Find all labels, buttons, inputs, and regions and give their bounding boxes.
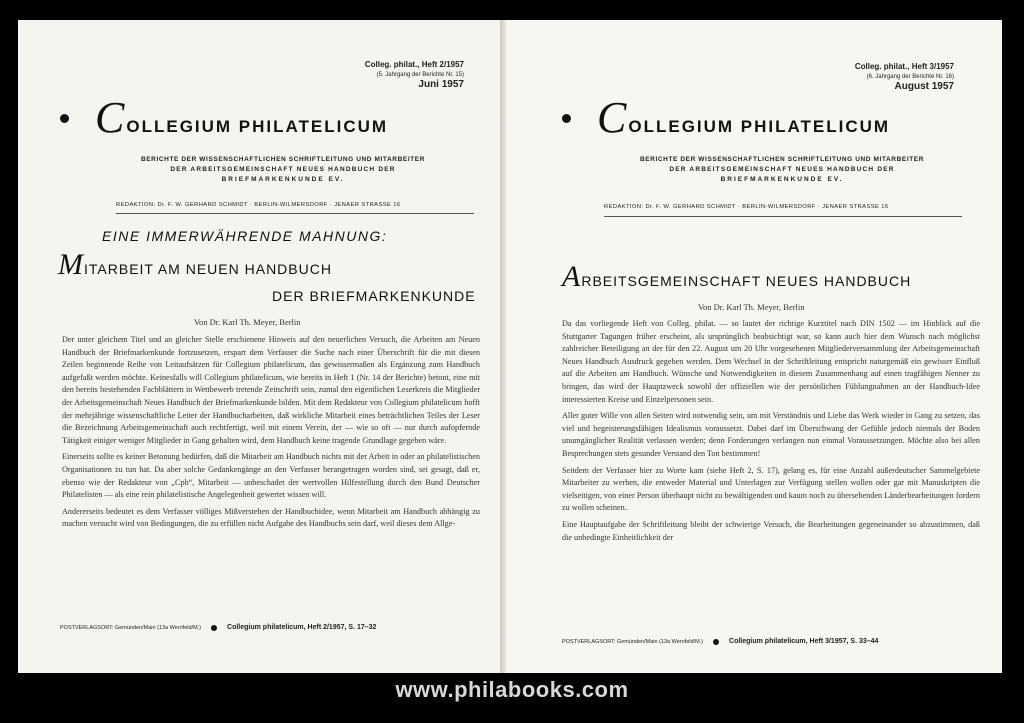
subtitle-line: DER ARBEITSGEMEINSCHAFT NEUES HANDBUCH DER: [170, 166, 396, 173]
page-footer: [562, 638, 878, 645]
issue-header: [855, 62, 954, 92]
article-headline: [58, 248, 332, 282]
article-body: [62, 334, 480, 535]
footer-citation: Collegium philatelicum, Heft 2/1957, S. 17–32: [227, 624, 377, 631]
journal-logo: [60, 93, 389, 142]
subtitle-line: DER ARBEITSGEMEINSCHAFT NEUES HANDBUCH DER: [669, 166, 895, 173]
date-label: August 1957: [894, 81, 954, 92]
issue-header: [365, 60, 464, 90]
subtitle-line: BRIEFMARKENKUNDE EV.: [221, 176, 345, 183]
redaktion-line: REDAKTION: Dr. F. W. GERHARD SCHMIDT · BERLIN-WILMERSDORF · JENAER STRASSE 16: [116, 202, 401, 208]
bullet-icon: [211, 625, 217, 631]
footer-place: POSTVERLAGSORT: Gemünden/Main (13a Wernfeld/M.): [60, 624, 202, 631]
paragraph: Seitdem der Verfasser hier zu Worte kam (siehe Heft 2, S. 17), gelang es, für eine Anzahl außerdeutscher Sammelgebiete Mitarbeiter zu werben, die entweder Material und Unterlagen zur Verfügung stellen wollen oder gar mit Manuskripten die vielseitigen, von einer Person überhaupt nicht zu bewältigenden und kaum noch zu übersehenden Länderbearbeitungen fordern zu wollen scheinen.: [562, 465, 980, 513]
headline-text: RBEITSGEMEINSCHAFT NEUES HANDBUCH: [581, 273, 912, 289]
footer-place: POSTVERLAGSORT: Gemünden/Main (13a Wernfeld/M.): [562, 638, 704, 645]
paragraph: Der unter gleichem Titel und an gleicher Stelle erschienene Hinweis auf den neuerlichen Versuch, die Arbeiten am Neuen Handbuch der Briefmarkenkunde fortzusetzen, erspart dem Verfasser die Suche nach einer Überschrift für die mit diesen Zeilen beginnende Reihe von Leitaufsätzen für Collegium philatelicum, das gewissermaßen als Ergänzung zum Handbuch aufgefaßt werden möchte. Keinesfalls will Collegium philatelicum, wie bereits in Heft 1 (Nr. 14 der Berichte) betont, eine mit den bereits bestehenden Fachblättern in Wettbewerb tretende Zeitschrift sein, zumal den eigentlichen Leserkreis die Mitglieder der Arbeitsgemeinschaft Neues Handbuch der Briefmarkenkunde bilden. Mit dem Redakteur von Collegium philatelicum hofft der mehrjährige wissenschaftliche Leiter der Handbucharbeiten, daß wirkliche Mitarbeit eines beträchtlichen Teiles der Leser die Bezeichnung Arbeitsgemeinschaft auch rechtfertigt, weil mit einem Verein, der — wie so oft — nur durch aufopfernde Tätigkeit einiger weniger Mitglieder in Gang gehalten wird, dem Handbuch keine tragende Grundlage gegeben wäre.: [62, 335, 480, 445]
bullet-icon: [60, 114, 69, 123]
date-label: Juni 1957: [418, 79, 464, 90]
logo-title: OLLEGIUM PHILATELICUM: [628, 117, 891, 136]
paragraph: Eine Hauptaufgabe der Schriftleitung bleibt der schwierige Versuch, die Bearbeitungen gegeneinander so abzustimmen, daß die unbedingte Einheitlichkeit der: [562, 519, 980, 542]
headline-text: ITARBEIT AM NEUEN HANDBUCH: [84, 261, 332, 277]
article-headline-line2: DER BRIEFMARKENKUNDE: [272, 288, 476, 304]
right-page: [506, 20, 1002, 673]
logo-title: OLLEGIUM PHILATELICUM: [126, 117, 389, 136]
headline-initial: A: [562, 260, 582, 293]
journal-subtitle: [78, 155, 488, 185]
bullet-icon: [713, 639, 719, 645]
page-footer: [60, 624, 376, 631]
paragraph: Andererseits bedeutet es dem Verfasser völliges Mißverstehen der Handbuchidee, wenn Mitarbeit am Handbuch abhängig zu machen versucht wird von Bedingungen, die zu erfüllen nicht Aufgabe des Handbuchs sein darf, weil dieses dem Allge-: [62, 506, 480, 529]
footer-citation: Collegium philatelicum, Heft 3/1957, S. 33–44: [729, 638, 879, 645]
site-watermark: www.philabooks.com: [395, 677, 629, 702]
divider: [604, 216, 962, 217]
subtitle-line: BERICHTE DER WISSENSCHAFTLICHEN SCHRIFTLEITUNG UND MITARBEITER: [140, 156, 426, 163]
subtitle-line: BERICHTE DER WISSENSCHAFTLICHEN SCHRIFTLEITUNG UND MITARBEITER: [639, 156, 925, 163]
headline-initial: M: [58, 248, 84, 281]
bullet-icon: [562, 114, 571, 123]
article-kicker: EINE IMMERWÄHRENDE MAHNUNG:: [102, 228, 388, 244]
paragraph: Einerseits sollte es keiner Betonung bedürfen, daß die Mitarbeit am Handbuch nichts mit der Arbeit in oder an philatelistischen Organisationen zu tun hat. Da aber solche Gedankengänge an den Verfasser herangetragen worden sind, sei gesagt, daß er, ebenso wie der Redakteur von „Cph“, Mitarbeit — unbeschadet der wertvollen Hilfestellung durch den Bund Deutscher Philatelisten — als eine rein philatelistische Angelegenheit gewertet wissen will.: [62, 452, 480, 500]
redaktion-line: REDAKTION: Dr. F. W. GERHARD SCHMIDT · BERLIN-WILMERSDORF · JENAER STRASSE 16: [604, 204, 889, 210]
journal-subtitle: [576, 155, 988, 185]
issue-label: Colleg. philat., Heft 3/1957: [854, 62, 954, 71]
volume-label: (6. Jahrgang der Berichte Nr. 16): [866, 74, 954, 80]
subtitle-line: BRIEFMARKENKUNDE EV.: [720, 176, 844, 183]
logo-initial: C: [597, 93, 627, 142]
volume-label: (5. Jahrgang der Berichte Nr. 15): [376, 72, 464, 78]
logo-initial: C: [95, 93, 125, 142]
divider: [116, 213, 474, 214]
byline: Von Dr. Karl Th. Meyer, Berlin: [698, 302, 805, 312]
article-body: [562, 318, 980, 548]
byline: Von Dr. Karl Th. Meyer, Berlin: [194, 317, 301, 327]
left-page: [18, 20, 502, 673]
article-headline: [562, 260, 911, 294]
paragraph: Aller guter Wille von allen Seiten wird notwendig sein, um mit Verständnis und Liebe das Werk wieder in Gang zu setzen, das viel und begeisterungsfähigen Idealismus voraussetzt. Dabei darf im Überschwang der Gefühle jedoch niemals der Boden unumgänglicher Realität verlassen werden; denn Forderungen verlangen nun einmal Voraussetzungen. Möchte also bei allen Besprechungen stets gesunder Verstand den Ton bestimmen!: [562, 411, 980, 458]
issue-label: Colleg. philat., Heft 2/1957: [364, 60, 464, 69]
journal-logo: [562, 93, 891, 142]
paragraph: Da das vorliegende Heft von Colleg. philat. — so lautet der richtige Kurztitel nach DIN 1502 — im Hinblick auf die Stuttgarter Tagungen früher erscheint, als ursprünglich beabsichtigt war, so kann auch hier dem Wunsch nach möglichst zahlreicher Beteiligung an der für den 22. August um 20 Uhr vorgesehenen Mitgliederversammlung der Arbeitsgemeinschaft Neues Handbuch Ausdruck gegeben werden. Dem Wechsel in der Schriftleitung entspricht naturgemäß ein gewisser Einfluß auf die Arbeiten am Handbuch. Wünsche und Notwendigkeiten in diesem Zusammenhang auf einen tragfähigen Nenner zu bringen, das wird der Hauptzweck sowohl der offiziellen wie der persönlichen Fühlungnahmen an der Handbuch-Idee interessierten Kreise und Einzelpersonen sein.: [562, 319, 980, 404]
